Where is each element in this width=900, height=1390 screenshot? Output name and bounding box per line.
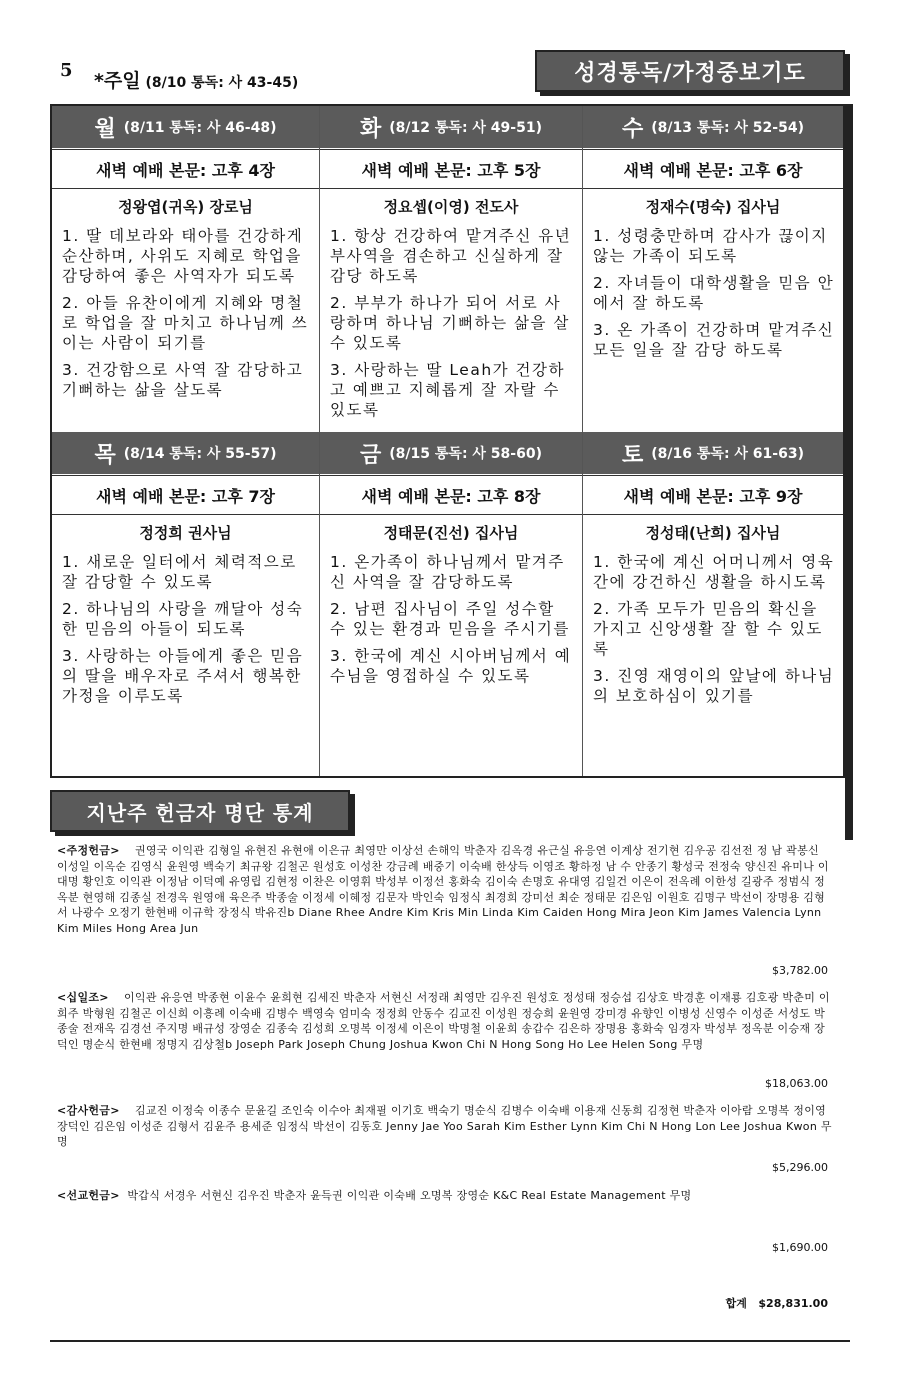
prayer-item: 3. 한국에 계신 시아버님께서 예수님을 영접하실 수 있도록 [330, 647, 572, 685]
offering-label: <주정헌금> [57, 844, 120, 857]
sermon-text: 새벽 예배 본문: 고후 4장 [52, 149, 319, 189]
day-reading: (8/13 통독: 사 52-54) [651, 120, 804, 136]
day-reading: (8/12 통독: 사 49-51) [389, 120, 542, 136]
prayer-item: 1. 딸 데보라와 태아를 건강하게 순산하며, 사위도 지혜로 학업을 감당하여 좋은 사역자가 되도록 [62, 227, 304, 285]
offering-amount: $3,782.00 [772, 964, 828, 977]
prayer-item: 2. 자녀들이 대학생활을 믿음 안에서 잘 하도록 [593, 274, 835, 312]
prayer-list [62, 226, 311, 407]
offering-names: 박갑식 서경우 서현신 김우진 박춘자 윤득권 이익관 이숙배 오명복 장영순 K&C Real Estate Management 무명 [127, 1189, 692, 1202]
offering-section-title: 지난주 헌금자 명단 통계 [50, 790, 350, 832]
offering-names: 권영국 이익관 김형일 유현진 유현애 이은규 최영만 이상선 손해익 박춘자 김옥경 유근실 유응연 이계상 전기현 김우공 김선전 정 남 곽봉신 이성일 이옥순 김영식 윤원영 백숙기 최규왕 김철곤 원성호 이성찬 강금례 배중기 이숙배 한상득 이영조 황하정 남 수 안종기 황성국 전정숙 양신진 유미나 이대명 황인호 이익관 이정남 이덕예 유영립 김현정 이찬은 이영휘 박성부 이정선 홍화숙 김이숙 손명호 유대영 김일건 이은이 전옥례 이한성 길광주 정범식 정옥분 현영해 김종실 전경옥 원영애 육은주 박종술 이정세 이혜정 김문자 박인숙 임정식 최경희 강미선 최순 정태문 김은임 이원호 김명구 박선이 장명용 김형서 나광수 오정기 한현배 이규학 장정식 박유진b Diane Rhee Andre Kim Kris Min Linda Kim Caiden Hong Mira Jeon Kim James Valencia Lynn Kim Miles Hong Area Jun [57, 844, 829, 935]
sermon-text: 새벽 예배 본문: 고후 9장 [583, 475, 843, 515]
frame-shadow [845, 104, 853, 840]
prayer-list [593, 226, 835, 367]
day-header [52, 106, 319, 148]
day-reading: (8/11 통독: 사 46-48) [123, 120, 277, 136]
sermon-text: 새벽 예배 본문: 고후 7장 [52, 475, 319, 515]
page-title: 성경통독/가정중보기도 [535, 50, 845, 92]
total-amount: $28,831.00 [758, 1297, 828, 1310]
offering-amount: $18,063.00 [765, 1077, 828, 1090]
prayer-item: 3. 진영 재영이의 앞날에 하나님의 보호하심이 있기를 [593, 667, 835, 705]
day-reading: (8/16 통독: 사 61-63) [651, 446, 804, 462]
day-header [52, 432, 319, 474]
day-name: 월 [94, 116, 116, 142]
offering-group [57, 1188, 832, 1204]
offering-label: <선교헌금> [57, 1189, 120, 1202]
prayer-person: 정왕엽(귀옥) 장로님 [118, 198, 253, 216]
offering-group [57, 843, 832, 936]
offering-amount: $5,296.00 [772, 1161, 828, 1174]
sermon-text: 새벽 예배 본문: 고후 8장 [320, 475, 582, 515]
day-name: 금 [360, 442, 382, 468]
offering-amount: $1,690.00 [772, 1241, 828, 1254]
day-header [320, 106, 582, 148]
prayer-list [593, 552, 835, 713]
prayer-item: 2. 아들 유찬이에게 지혜와 명철로 학업을 잘 마치고 하나님께 쓰이는 사람이 되기를 [62, 294, 309, 352]
prayer-grid [50, 104, 845, 778]
offering-label: <십일조> [57, 991, 109, 1004]
prayer-list [330, 226, 574, 427]
prayer-item: 1. 성령충만하며 감사가 끊이지 않는 가족이 되도록 [593, 227, 828, 265]
offering-group [57, 990, 832, 1052]
prayer-person: 정정희 권사님 [139, 524, 232, 542]
prayer-item: 2. 가족 모두가 믿음의 확신을 가지고 신앙생활 잘 할 수 있도록 [593, 600, 823, 658]
day-name: 목 [94, 442, 116, 468]
day-cell-fri [320, 432, 583, 776]
prayer-item: 3. 사랑하는 아들에게 좋은 믿음의 딸을 배우자로 주셔서 행복한 가정을 이루도록 [62, 647, 304, 705]
prayer-item: 3. 사랑하는 딸 Leah가 건강하고 예쁘고 지혜롭게 잘 자랄 수 있도록 [330, 361, 565, 419]
day-cell-tue [320, 106, 583, 432]
total-label: 합계 [725, 1297, 747, 1310]
sunday-label: *주일 [94, 70, 141, 92]
day-cell-mon [52, 106, 320, 432]
sunday-reading [94, 66, 298, 93]
offering-group [57, 1103, 832, 1150]
page-bottom-rule [50, 1340, 850, 1342]
prayer-person: 정성태(난희) 집사님 [645, 524, 781, 542]
prayer-item: 1. 온가족이 하나님께서 맡겨주신 사역을 잘 감당하도록 [330, 553, 565, 591]
prayer-item: 3. 건강함으로 사역 잘 감당하고 기뻐하는 삶을 살도록 [62, 361, 304, 399]
prayer-list [62, 552, 311, 713]
offering-names: 이익관 유응연 박종현 이윤수 윤희현 김세진 박춘자 서현신 서정래 최영만 김우진 원성호 정성태 정승섭 김상호 박경훈 이재룡 김호광 박춘미 이희주 박형원 김철곤 이신희 이흥례 이숙배 김병수 백영숙 엄미숙 정정희 안동수 김교진 이성원 정승희 윤원영 강미경 유향인 이병성 신영수 이성준 서성도 박종술 전재옥 김경선 주지명 배규성 장영순 김종숙 김성희 오명복 이정세 이은이 박명철 이윤희 송갑수 김은하 장명용 홍화숙 임경자 박성부 정옥분 이승재 장덕인 명순식 한현배 정명지 김상철b Joseph Park Joseph Chung Joshua Kwon Chi N Hong Song Ho Lee Helen Song 무명 [57, 991, 830, 1051]
offering-total [726, 1295, 828, 1311]
sermon-text: 새벽 예배 본문: 고후 5장 [320, 149, 582, 189]
page-number: 5 [60, 60, 73, 81]
day-cell-thu [52, 432, 320, 776]
offering-label: <감사헌금> [57, 1104, 120, 1117]
sunday-reading-range: (8/10 통독: 사 43-45) [145, 75, 299, 91]
day-name: 수 [622, 116, 644, 142]
day-name: 화 [360, 116, 382, 142]
prayer-item: 1. 새로운 일터에서 체력적으로 잘 감당할 수 있도록 [62, 553, 297, 591]
day-cell-sat [583, 432, 843, 776]
day-header [583, 432, 843, 474]
prayer-item: 3. 온 가족이 건강하며 맡겨주신 모든 일을 잘 감당 하도록 [593, 321, 835, 359]
prayer-person: 정요셉(이영) 전도사 [383, 198, 519, 216]
day-reading: (8/15 통독: 사 58-60) [389, 446, 542, 462]
prayer-item: 1. 한국에 계신 어머니께서 영육간에 강건하신 생활을 하시도록 [593, 553, 835, 591]
day-header [320, 432, 582, 474]
prayer-item: 2. 부부가 하나가 되어 서로 사랑하며 하나님 기뻐하는 삶을 살 수 있도록 [330, 294, 570, 352]
day-header [583, 106, 843, 148]
sermon-text: 새벽 예배 본문: 고후 6장 [583, 149, 843, 189]
offering-names: 김교진 이정숙 이종수 문윤길 조인숙 이수아 최재필 이기호 백숙기 명순식 김병수 이숙배 이용재 신동희 김정현 박춘자 이아람 오명복 정이영 장덕인 김은임 이성준 김형서 김윤주 용세준 임정식 박선이 김동호 Jenny Jae Yoo Sarah Kim Esther Lynn Kim Chi N Hong Lon Lee Joshua Kwon 무명 [57, 1104, 832, 1148]
day-cell-wed [583, 106, 843, 432]
day-name: 토 [622, 442, 644, 468]
day-reading: (8/14 통독: 사 55-57) [123, 446, 277, 462]
prayer-person: 정태문(진선) 집사님 [383, 524, 519, 542]
prayer-item: 2. 남편 집사님이 주일 성수할 수 있는 환경과 믿음을 주시기를 [330, 600, 570, 638]
prayer-person: 정재수(명숙) 집사님 [645, 198, 781, 216]
prayer-list [330, 552, 574, 693]
prayer-item: 1. 항상 건강하여 맡겨주신 유년부사역을 겸손하고 신실하게 잘 감당 하도록 [330, 227, 572, 285]
prayer-item: 2. 하나님의 사랑을 깨달아 성숙한 믿음의 아들이 되도록 [62, 600, 304, 638]
